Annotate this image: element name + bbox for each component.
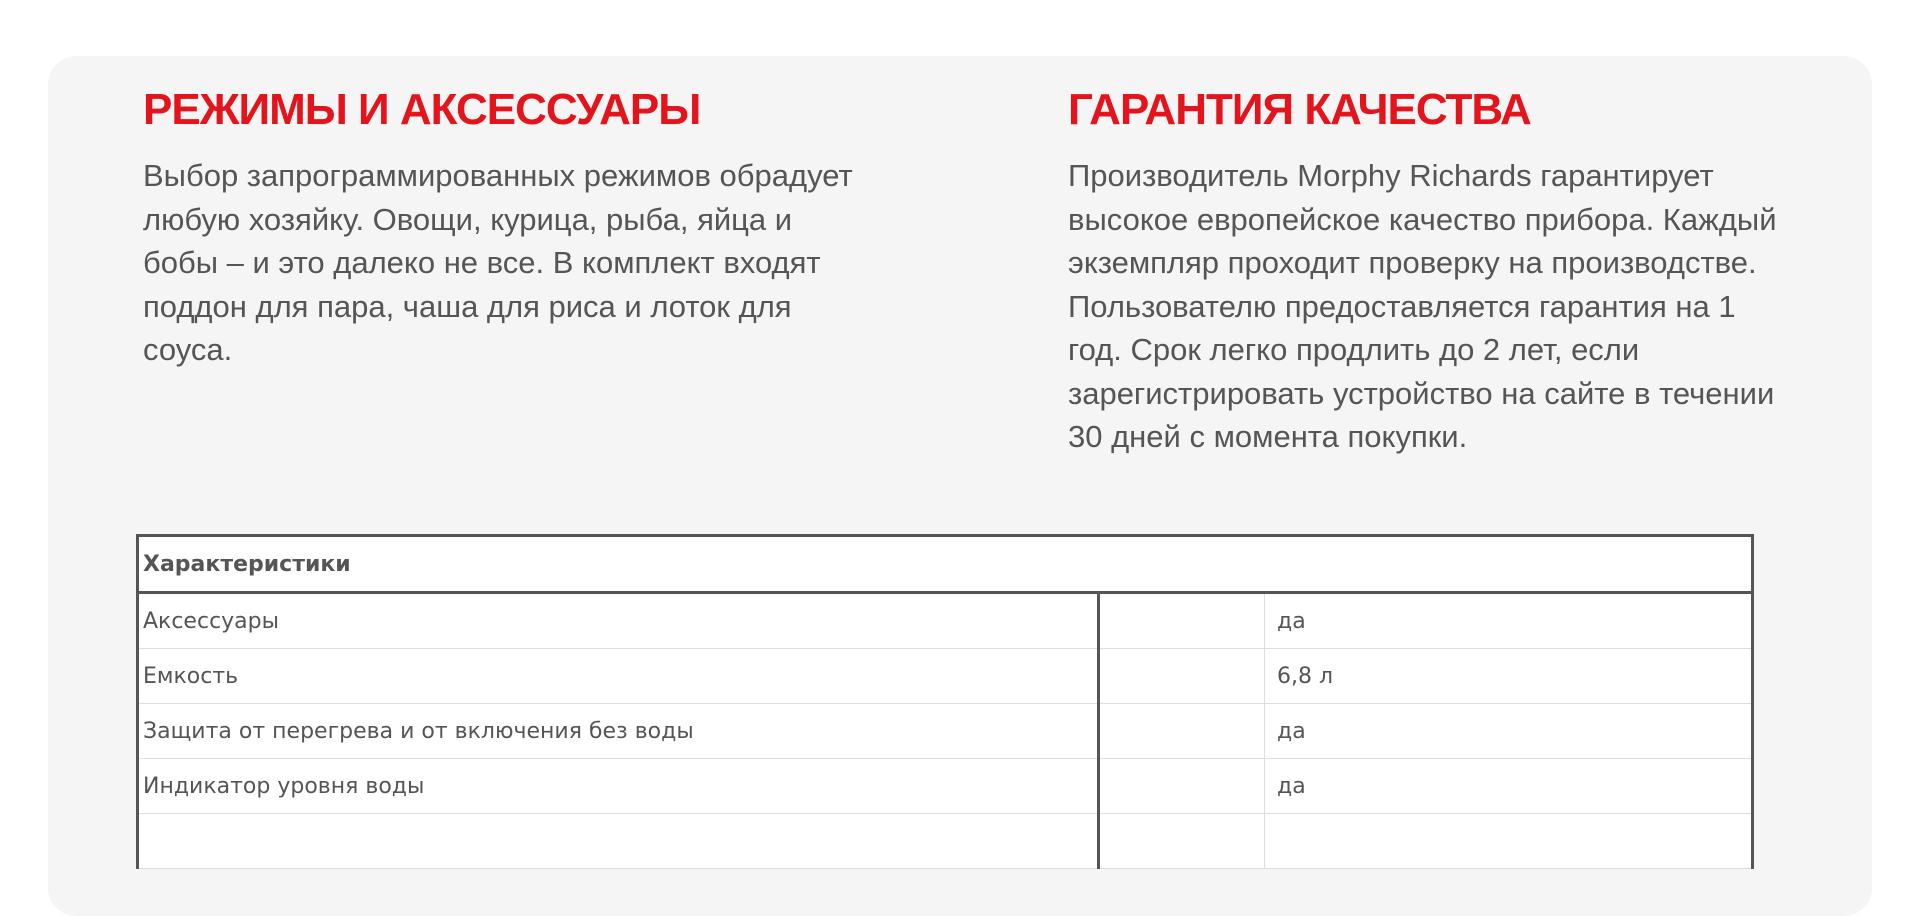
- spec-value: 6,8 л: [1265, 649, 1753, 704]
- spec-empty-cell: [1099, 814, 1265, 869]
- spec-value: да: [1265, 759, 1753, 814]
- specs-header: Характеристики: [138, 536, 1753, 593]
- spec-empty-cell: [1099, 649, 1265, 704]
- spec-empty-cell: [1099, 593, 1265, 649]
- modes-text: Выбор запрограммированных режимов обрадует любую хозяйку. Овощи, курица, рыба, яйца и бобы – и это далеко не все. В комплект входят поддон для пара, чаша для риса и лоток для соуса.: [143, 158, 853, 367]
- warranty-text: Производитель Morphy Richards гарантирует высокое европейское качество прибора. Каждый экземпляр проходит проверку на производстве. Пользователю предоставляется гарантия на 1 год. Срок легко продлить до 2 лет, если зарегистрировать устройство на сайте в течении 30 дней с момента покупки.: [1068, 158, 1777, 454]
- modes-section: [143, 80, 863, 372]
- table-row: [138, 593, 1753, 649]
- modes-heading: РЕЖИМЫ И АКСЕССУАРЫ: [143, 85, 701, 134]
- spec-value: [1265, 814, 1753, 869]
- table-row: [138, 649, 1753, 704]
- spec-name: [138, 814, 1099, 869]
- spec-empty-cell: [1099, 759, 1265, 814]
- spec-name: Индикатор уровня воды: [138, 759, 1099, 814]
- spec-name: Защита от перегрева и от включения без воды: [138, 704, 1099, 759]
- specs-table: [136, 534, 1754, 869]
- table-row: [138, 814, 1753, 869]
- warranty-heading: ГАРАНТИЯ КАЧЕСТВА: [1068, 85, 1531, 134]
- spec-name: Аксессуары: [138, 593, 1099, 649]
- spec-empty-cell: [1099, 704, 1265, 759]
- spec-value: да: [1265, 593, 1753, 649]
- spec-value: да: [1265, 704, 1753, 759]
- table-row: [138, 704, 1753, 759]
- spec-name: Емкость: [138, 649, 1099, 704]
- table-row: [138, 759, 1753, 814]
- specs-header-row: [138, 536, 1753, 593]
- warranty-section: [1068, 80, 1788, 459]
